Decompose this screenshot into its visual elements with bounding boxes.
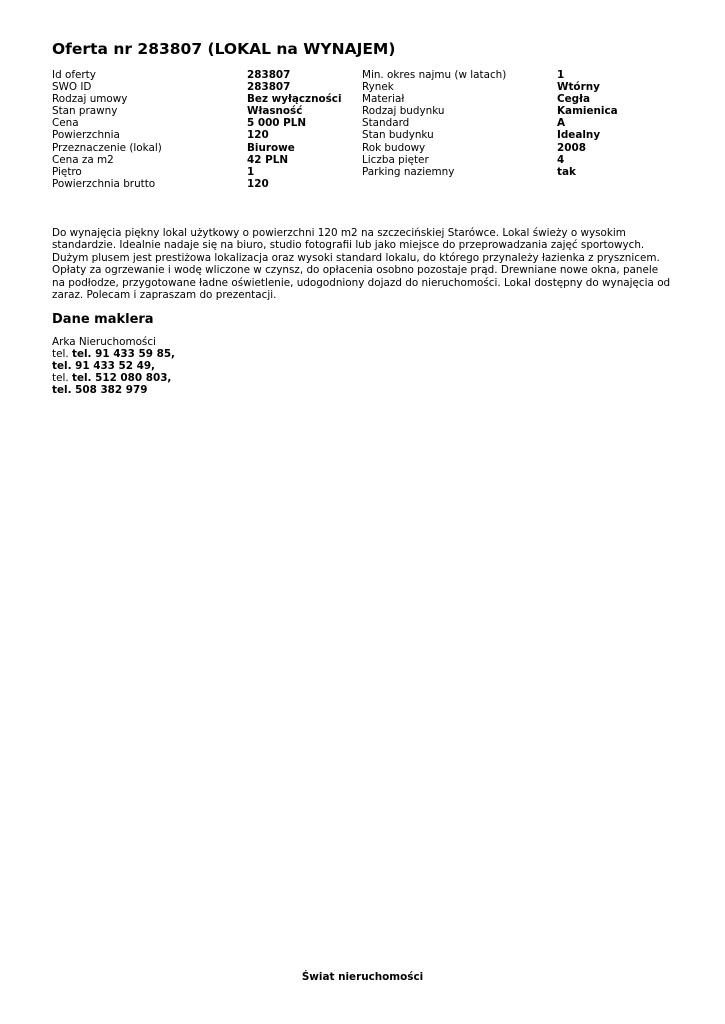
detail-row-material [362, 93, 618, 105]
phone-number: tel. 91 433 52 49, [52, 360, 156, 373]
offer-description: Do wynajęcia piękny lokal użytkowy o powierzchni 120 m2 na szczecińskiej Starówce. Lokal świeży o wysokim standardzie. Idealnie nadaje się na biuro, studio fotografii lub jako miejsce do przeprowadzania zajęć sportowych. Dużym plusem jest prestiżowa lokalizacja oraz wysoki standard lokalu, do którego przynależy łazienka z prysznicem. Opłaty za ogrzewanie i wodę wliczone w czynsz, do opłacenia osobno pozostaje prąd. Drewniane nowe okna, panele na podłodze, przygotowane ładne oświetlenie, udogodniony dojazd do nieruchomości. Lokal dostępny do wynajęcia od zaraz. Polecam i zapraszam do prezentacji. [52, 227, 671, 302]
detail-row-building-type [362, 105, 618, 117]
phone-number: tel. 508 382 979 [52, 384, 148, 397]
detail-value: Idealny [557, 129, 601, 142]
detail-value: 120 [247, 177, 269, 190]
detail-row-standard [362, 117, 618, 129]
detail-value: Własność [247, 105, 303, 118]
detail-row-surface-parking [362, 166, 618, 178]
detail-label: Powierzchnia [52, 129, 120, 142]
detail-value: A [557, 117, 566, 130]
detail-label: Rok budowy [362, 141, 426, 154]
detail-label: Min. okres najmu (w latach) [362, 69, 507, 81]
detail-label: Standard [362, 117, 410, 130]
detail-row-floor [52, 166, 342, 178]
detail-row-build-year [362, 142, 618, 154]
detail-row-offer-id [52, 69, 342, 81]
page-footer: Świat nieruchomości [301, 971, 424, 983]
phone-prefix: tel. [52, 348, 69, 361]
broker-section-heading: Dane maklera [52, 312, 154, 327]
page-title: Oferta nr 283807 (LOKAL na WYNAJEM) [52, 40, 396, 58]
detail-label: Liczba pięter [362, 153, 429, 166]
broker-phone-line [52, 372, 175, 384]
detail-label: Stan prawny [52, 105, 118, 118]
phone-number: tel. 91 433 59 85, [71, 348, 175, 361]
detail-label: Materiał [362, 93, 405, 106]
detail-row-market [362, 81, 618, 93]
detail-value: 283807 [247, 69, 291, 81]
detail-value: Kamienica [557, 105, 618, 118]
detail-label: Rodzaj umowy [52, 93, 128, 106]
offer-details-left [52, 69, 342, 190]
detail-label: Powierzchnia brutto [52, 177, 156, 190]
detail-row-gross-area [52, 178, 342, 190]
detail-value: tak [557, 165, 576, 178]
detail-row-area [52, 129, 342, 141]
detail-row-price-per-m2 [52, 154, 342, 166]
detail-value: 4 [557, 153, 565, 166]
detail-row-min-lease [362, 69, 618, 81]
detail-value: 120 [247, 129, 269, 142]
detail-label: Przeznaczenie (lokal) [52, 141, 162, 154]
phone-prefix: tel. [52, 372, 69, 385]
detail-row-contract-type [52, 93, 342, 105]
detail-label: Rynek [362, 81, 394, 94]
detail-value: Bez wyłączności [247, 93, 342, 106]
detail-value: 42 PLN [247, 153, 289, 166]
detail-row-purpose [52, 142, 342, 154]
detail-value: Biurowe [247, 141, 295, 154]
detail-row-floor-count [362, 154, 618, 166]
detail-value: 1 [557, 69, 565, 81]
detail-value: Wtórny [557, 81, 600, 94]
detail-row-building-condition [362, 129, 618, 141]
broker-phone-line [52, 348, 175, 360]
detail-row-price [52, 117, 342, 129]
detail-label: Parking naziemny [362, 165, 455, 178]
detail-label: SWO ID [52, 81, 92, 94]
detail-row-swo-id [52, 81, 342, 93]
detail-label: Id oferty [52, 69, 96, 81]
broker-contact [52, 336, 175, 396]
detail-label: Cena za m2 [52, 153, 114, 166]
detail-row-legal-status [52, 105, 342, 117]
broker-agency-name: Arka Nieruchomości [52, 336, 156, 348]
detail-value: 2008 [557, 141, 586, 154]
detail-label: Piętro [52, 165, 82, 178]
detail-value: 1 [247, 165, 255, 178]
offer-details-right [362, 69, 618, 178]
detail-label: Cena [52, 117, 79, 130]
detail-label: Stan budynku [362, 129, 434, 142]
detail-value: 283807 [247, 81, 291, 94]
detail-value: Cegła [557, 93, 590, 106]
detail-label: Rodzaj budynku [362, 105, 445, 118]
detail-value: 5 000 PLN [247, 117, 307, 130]
phone-number: tel. 512 080 803, [71, 372, 172, 385]
